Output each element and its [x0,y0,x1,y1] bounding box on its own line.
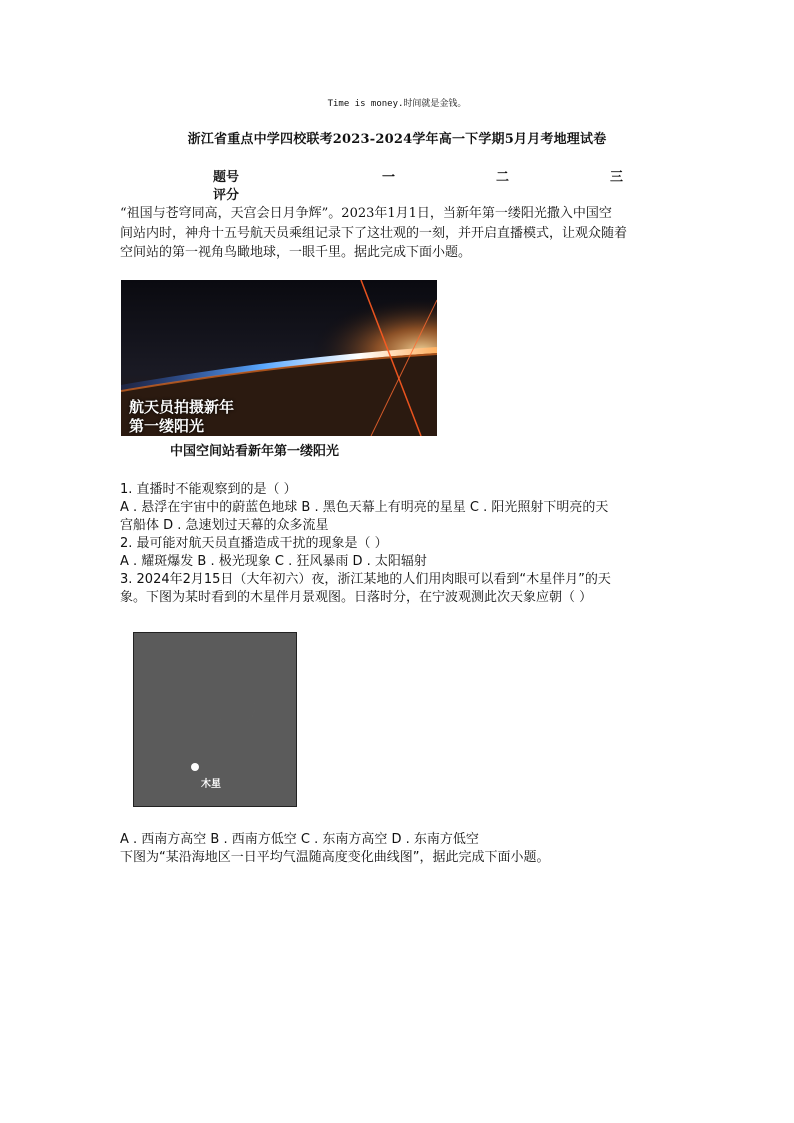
score-table-row-label-score: 评分 [213,188,240,203]
intro-line: 间站内时，神舟十五号航天员乘组记录下了这壮观的一刻，并开启直播模式，让观众随着 [120,226,628,241]
question-3-options: A . 西南方高空 B . 西南方低空 C . 东南方高空 D . 东南方低空 [120,832,479,847]
intro-line: 空间站的第一视角鸟瞰地球，一眼千里。据此完成下面小题。 [120,245,472,260]
jupiter-icon [191,763,199,771]
next-section-intro: 下图为“某沿海地区一日平均气温随高度变化曲线图”，据此完成下面小题。 [120,850,550,865]
question-3-stem: 3. 2024年2月15日（大年初六）夜，浙江某地的人们用肉眼可以看到“木星伴月”的天 [120,572,611,587]
photo-caption: 中国空间站看新年第一缕阳光 [170,444,340,459]
jupiter-label: 木星 [201,779,221,790]
question-1-options: A . 悬浮在宇宙中的蔚蓝色地球 B . 黑色天幕上有明亮的星星 C . 阳光照射下明亮的天 [120,500,609,515]
moon-icon [218,697,255,727]
question-2-options: A . 耀斑爆发 B . 极光现象 C . 狂风暴雨 D . 太阳辐射 [120,554,427,569]
question-1-stem: 1. 直播时不能观察到的是（ ） [120,482,297,497]
space-station-sunrise-photo [121,280,437,436]
photo-overlay-line: 第一缕阳光 [129,417,205,435]
intro-line: “祖国与苍穹同高，天宫会日月争辉”。2023年1月1日，当新年第一缕阳光撒入中国空 [120,206,612,221]
question-2-stem: 2. 最可能对航天员直播造成干扰的现象是（ ） [120,536,388,551]
question-3-stem: 象。下图为某时看到的木星伴月景观图。日落时分，在宁波观测此次天象应朝（ ） [120,590,593,605]
photo-overlay-line: 航天员拍摄新年 [129,398,235,416]
jupiter-moon-photo [133,632,297,807]
question-1-options: 宫船体 D . 急速划过天幕的众多流星 [120,518,329,533]
score-table-col-2: 二 [496,170,510,185]
page-title: 浙江省重点中学四校联考2023-2024学年高一下学期5月月考地理试卷 [187,132,607,147]
page-header-motto: Time is money.时间就是金钱。 [327,99,467,109]
score-table-col-3: 三 [610,170,624,185]
score-table-col-1: 一 [382,170,396,185]
score-table-row-label-question: 题号 [213,170,240,185]
